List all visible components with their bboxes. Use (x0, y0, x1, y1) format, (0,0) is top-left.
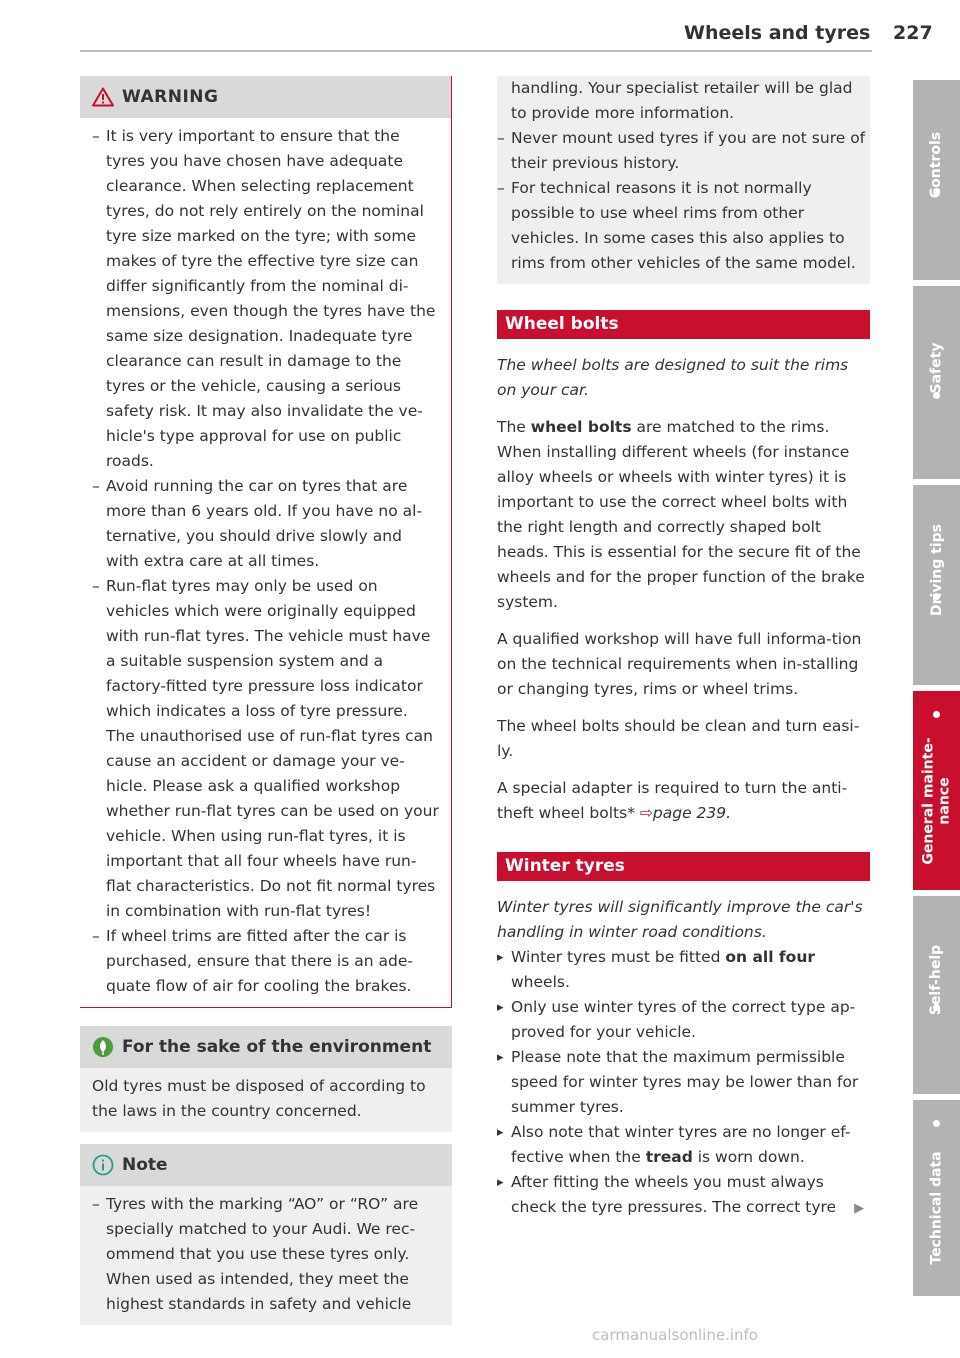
wheel-bolts-intro: The wheel bolts are designed to suit the rims on your car. (497, 356, 849, 399)
winter-tyres-intro: Winter tyres will significantly improve the car's handling in winter road conditions. (497, 898, 863, 941)
page-reference-link[interactable]: page 239. (652, 804, 732, 822)
tab-label: General mainte- nance (920, 736, 953, 865)
header-divider (80, 50, 872, 52)
section-heading-winter-tyres: Winter tyres (497, 852, 870, 881)
list-item: ▸ Only use winter tyres of the correct type ap-proved for your vehicle. (497, 995, 870, 1045)
tab-label: Driving tips (928, 524, 945, 616)
tab-driving-tips[interactable] (913, 485, 960, 685)
warning-list (92, 124, 439, 999)
warning-continued (497, 76, 870, 284)
wheel-bolts-paragraph: A qualified workshop will have full informa-tion on the technical requirements when in-stalling or changing tyres, rims or wheel trims. (497, 630, 862, 698)
warning-title: WARNING (122, 86, 219, 107)
winter-tyres-list (497, 945, 870, 1221)
tab-technical-data[interactable] (913, 1100, 960, 1296)
tab-label: Self-help (928, 944, 945, 1016)
warning-continued-first: handling. Your specialist retailer will be glad to provide more information. (511, 79, 853, 122)
left-column (80, 76, 452, 1325)
right-column (497, 76, 870, 1221)
environment-box (80, 1026, 452, 1132)
page-number: 227 (893, 22, 933, 44)
tab-controls[interactable] (913, 80, 960, 280)
environment-text: Old tyres must be disposed of according to the laws in the country concerned. (92, 1077, 426, 1120)
warning-item: – Avoid running the car on tyres that are more than 6 years old. If you have no al-ternative, you should drive slowly and with extra care at all times. (92, 474, 439, 574)
bold-term: wheel bolts (530, 418, 632, 436)
list-item: ▸ Please note that the maximum permissible speed for winter tyres may be lower than for summer tyres. (497, 1045, 870, 1120)
tab-label: Technical data (928, 1151, 945, 1265)
info-icon (92, 1154, 114, 1176)
leaf-icon (92, 1036, 114, 1058)
wheel-bolts-paragraph: The wheel bolts are matched to the rims. When installing different wheels (for instance alloy wheels or wheels with winter tyres) it is important to use the correct wheel bolts with the right length and correctly shaped bolt heads. This is essential for the secure fit of the wheels and for the proper function of the brake system. (497, 418, 865, 611)
note-list (92, 1192, 440, 1317)
warning-box (80, 76, 452, 1008)
tab-self-help[interactable] (913, 896, 960, 1094)
list-item: ▸ After fitting the wheels you must always check the tyre pressures. The correct tyre ▶ (497, 1170, 870, 1221)
warning-triangle-icon (92, 87, 114, 107)
tab-safety[interactable] (913, 286, 960, 479)
warning-item: – Never mount used tyres if you are not sure of their previous history. (497, 126, 870, 176)
note-title: Note (122, 1154, 168, 1175)
tab-general-maintenance[interactable] (913, 691, 960, 890)
note-item: – Tyres with the marking “AO” or “RO” are specially matched to your Audi. We rec-ommend that you use these tyres only. When used as intended, they meet the highest standards in safety and vehicle (92, 1192, 440, 1317)
continue-arrow-icon: ▶ (854, 1201, 865, 1216)
warning-item: – For technical reasons it is not normally possible to use wheel rims from other vehicles. In some cases this also applies to rims from other vehicles of the same model. (497, 176, 870, 276)
page-reference-arrow-icon: ⇨ (639, 804, 653, 822)
list-item: ▸ Also note that winter tyres are no longer ef-fective when the tread is worn down. (497, 1120, 870, 1170)
note-box (80, 1144, 452, 1325)
section-heading-wheel-bolts: Wheel bolts (497, 310, 870, 339)
tab-dot (933, 711, 940, 718)
environment-header (80, 1026, 452, 1068)
tab-label: Safety (928, 342, 945, 393)
warning-item: – It is very important to ensure that the tyres you have chosen have adequate clearance. When selecting replacement tyres, do not rely entirely on the nominal tyre size marked on the tyre; with some makes of tyre the effective tyre size can differ significantly from the nominal di-mensions, even though the tyres have the same size designation. Inadequate tyre clearance can result in damage to the tyres or the vehicle, causing a serious safety risk. It may also invalidate the ve-hicle's type approval for use on public roads. (92, 124, 439, 474)
tab-dot (933, 1120, 940, 1127)
note-header (80, 1144, 452, 1186)
warning-header (80, 76, 451, 118)
wheel-bolts-paragraph: A special adapter is required to turn the anti-theft wheel bolts* ⇨page 239. (497, 779, 848, 822)
footer-watermark: carmanualsonline.info (592, 1326, 758, 1344)
warning-item: – If wheel trims are fitted after the car is purchased, ensure that there is an ade-quate flow of air for cooling the brakes. (92, 924, 439, 999)
warning-continued-list (497, 76, 870, 276)
page-header-title: Wheels and tyres (684, 22, 871, 44)
environment-title: For the sake of the environment (122, 1036, 432, 1057)
wheel-bolts-paragraph: The wheel bolts should be clean and turn easi-ly. (497, 717, 860, 760)
list-item: ▸ Winter tyres must be fitted on all four wheels. (497, 945, 870, 995)
tab-label: Controls (928, 131, 945, 199)
warning-item: – Run-flat tyres may only be used on vehicles which were originally equipped with run-flat tyres. The vehicle must have a suitable suspension system and a factory-fitted tyre pressure loss indicator which indicates a loss of tyre pressure. The unauthorised use of run-flat tyres can cause an accident or damage your ve-hicle. Please ask a qualified workshop whether run-flat tyres can be used on your vehicle. When using run-flat tyres, it is important that all four wheels have run-flat characteristics. Do not fit normal tyres in combination with run-flat tyres! (92, 574, 439, 924)
